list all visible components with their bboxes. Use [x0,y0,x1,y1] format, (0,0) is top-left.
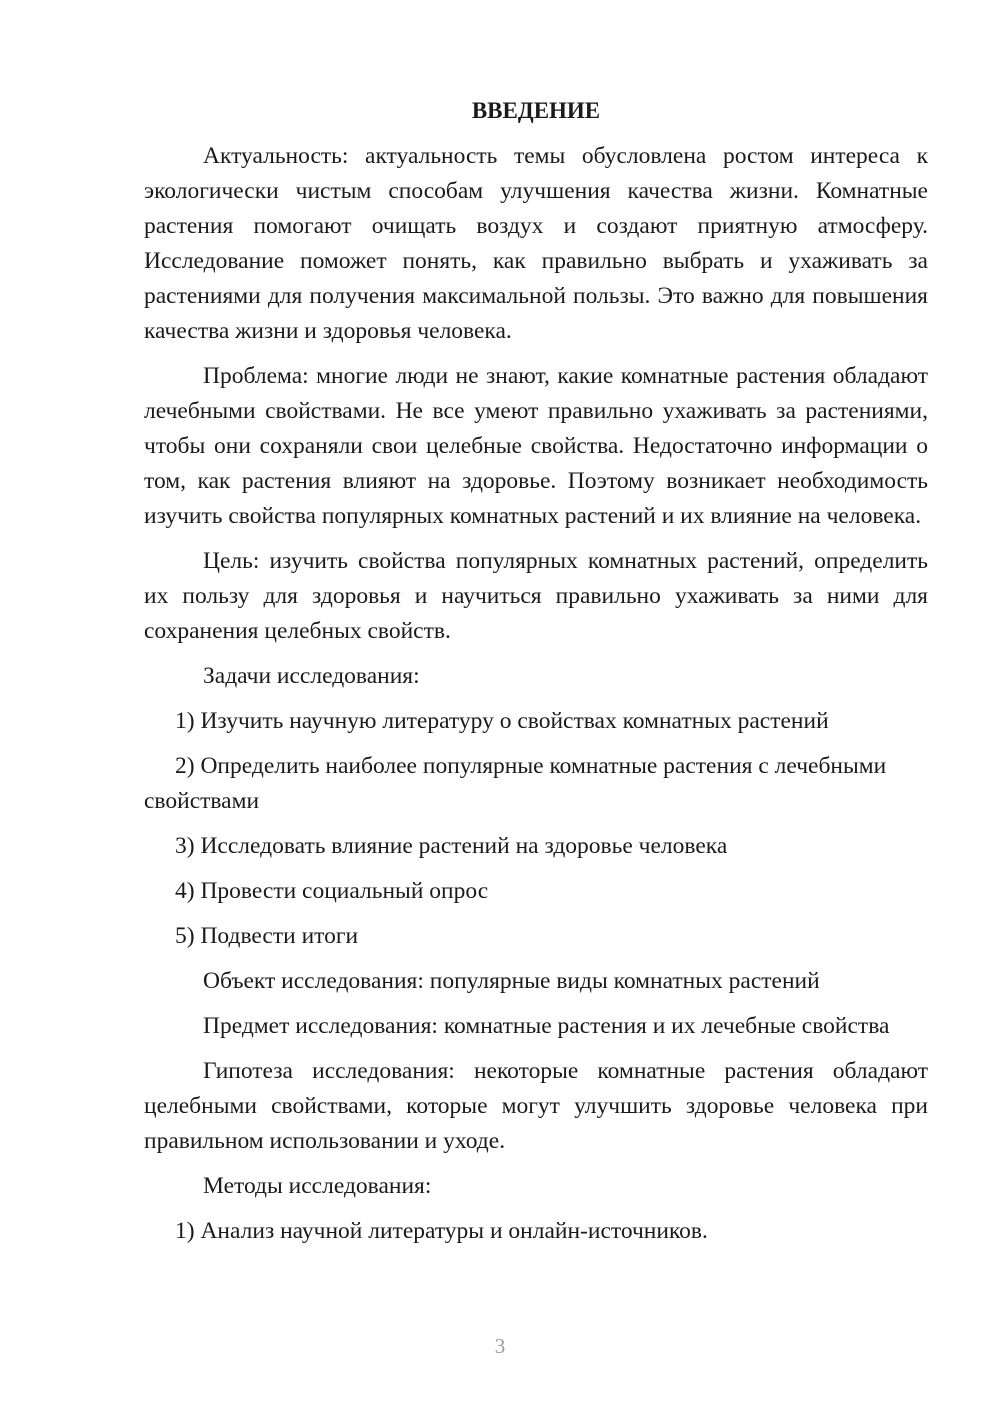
task-item-1: 1) Изучить научную литературу о свойствах комнатных растений [175,708,829,734]
hypothesis-paragraph: Гипотеза исследования: некоторые комнатные растения обладают целебными свойствами, которые могут улучшить здоровье человека при правильном использовании и уходе. [144,1058,928,1154]
section-heading: ВВЕДЕНИЕ [471,98,601,123]
task-item-2: 2) Определить наиболее популярные комнатные растения с лечебными свойствами [144,753,887,814]
research-subject: Предмет исследования: комнатные растения и их лечебные свойства [203,1013,890,1039]
problem-paragraph: Проблема: многие люди не знают, какие комнатные растения обладают лечебными свойствами. Не все умеют правильно ухаживать за растениями, чтобы они сохраняли свои целебные свойства. Недостаточно информации о том, как растения влияют на здоровье. Поэтому возникает необходимость изучить свойства популярных комнатных растений и их влияние на человека. [144,363,928,529]
page-number: 3 [494,1334,506,1358]
task-item-4: 4) Провести социальный опрос [175,878,489,904]
methods-title: Методы исследования: [203,1173,432,1199]
task-item-5: 5) Подвести итоги [175,923,359,949]
tasks-title: Задачи исследования: [203,663,420,689]
goal-paragraph: Цель: изучить свойства популярных комнатных растений, определить их пользу для здоровья и научиться правильно ухаживать за ними для сохранения целебных свойств. [144,548,928,644]
relevance-paragraph: Актуальность: актуальность темы обусловлена ростом интереса к экологически чистым способам улучшения качества жизни. Комнатные растения помогают очищать воздух и создают приятную атмосферу. Исследование поможет понять, как правильно выбрать и ухаживать за растениями для получения максимальной пользы. Это важно для повышения качества жизни и здоровья человека. [144,143,928,344]
method-item-1: 1) Анализ научной литературы и онлайн-источников. [175,1218,708,1244]
task-item-3: 3) Исследовать влияние растений на здоровье человека [175,833,728,859]
page-body [144,98,928,1259]
research-object: Объект исследования: популярные виды комнатных растений [203,968,820,994]
